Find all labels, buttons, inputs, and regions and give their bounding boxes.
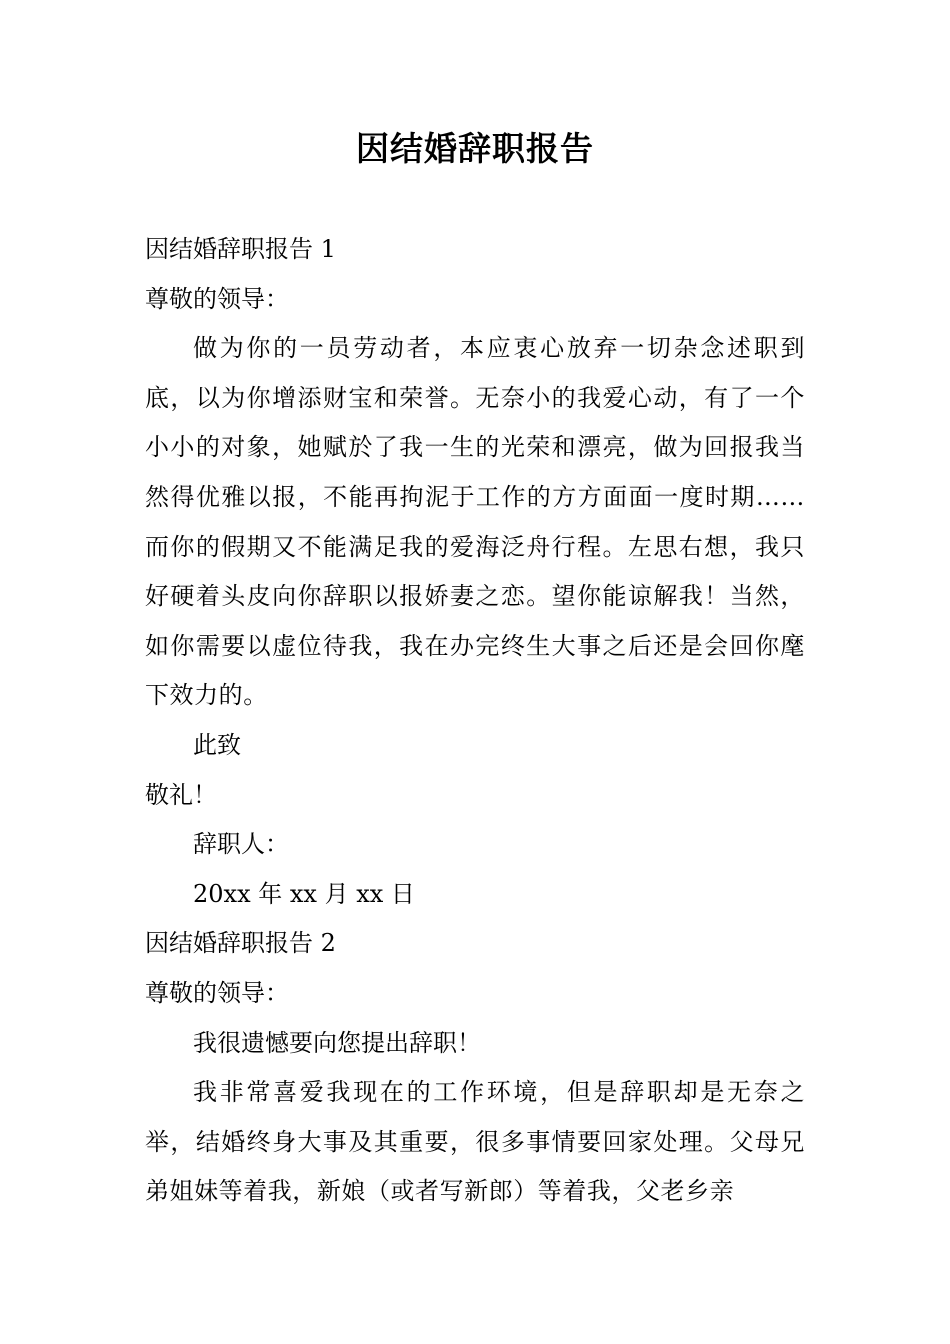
section-heading-1: 因结婚辞职报告 1 xyxy=(145,235,336,263)
salutation-2: 尊敬的领导： xyxy=(145,978,289,1007)
closing-jingli: 敬礼！ xyxy=(145,780,217,809)
closing-cizhi: 此致 xyxy=(193,730,241,759)
body-paragraph-2b: 我非常喜爱我现在的工作环境，但是辞职却是无奈之举，结婚终身大事及其重要，很多事情要回家处理。父母兄弟姐妹等着我，新娘（或者写新郎）等着我，父老乡亲 xyxy=(145,1078,805,1206)
signer-label: 辞职人： xyxy=(193,830,289,859)
body-paragraph-2a: 我很遗憾要向您提出辞职！ xyxy=(193,1028,481,1057)
page-title: 因结婚辞职报告 xyxy=(356,129,594,168)
body-paragraph-1: 做为你的一员劳动者，本应衷心放弃一切杂念述职到底，以为你增添财宝和荣誉。无奈小的我爱心动，有了一个小小的对象，她赋於了我一生的光荣和漂亮，做为回报我当然得优雅以报，不能再拘泥于工作的方方面面一度时期……而你的假期又不能满足我的爱海泛舟行程。左思右想，我只好硬着头皮向你辞职以报娇妻之恋。望你能谅解我！当然，如你需要以虚位待我，我在办完终生大事之后还是会回你麾下效力的。 xyxy=(145,334,805,710)
section-heading-2: 因结婚辞职报告 2 xyxy=(145,929,336,958)
document-body xyxy=(145,225,805,1217)
salutation-1: 尊敬的领导： xyxy=(145,284,289,313)
signature-date: 20xx 年 xx 月 xx 日 xyxy=(193,879,415,908)
